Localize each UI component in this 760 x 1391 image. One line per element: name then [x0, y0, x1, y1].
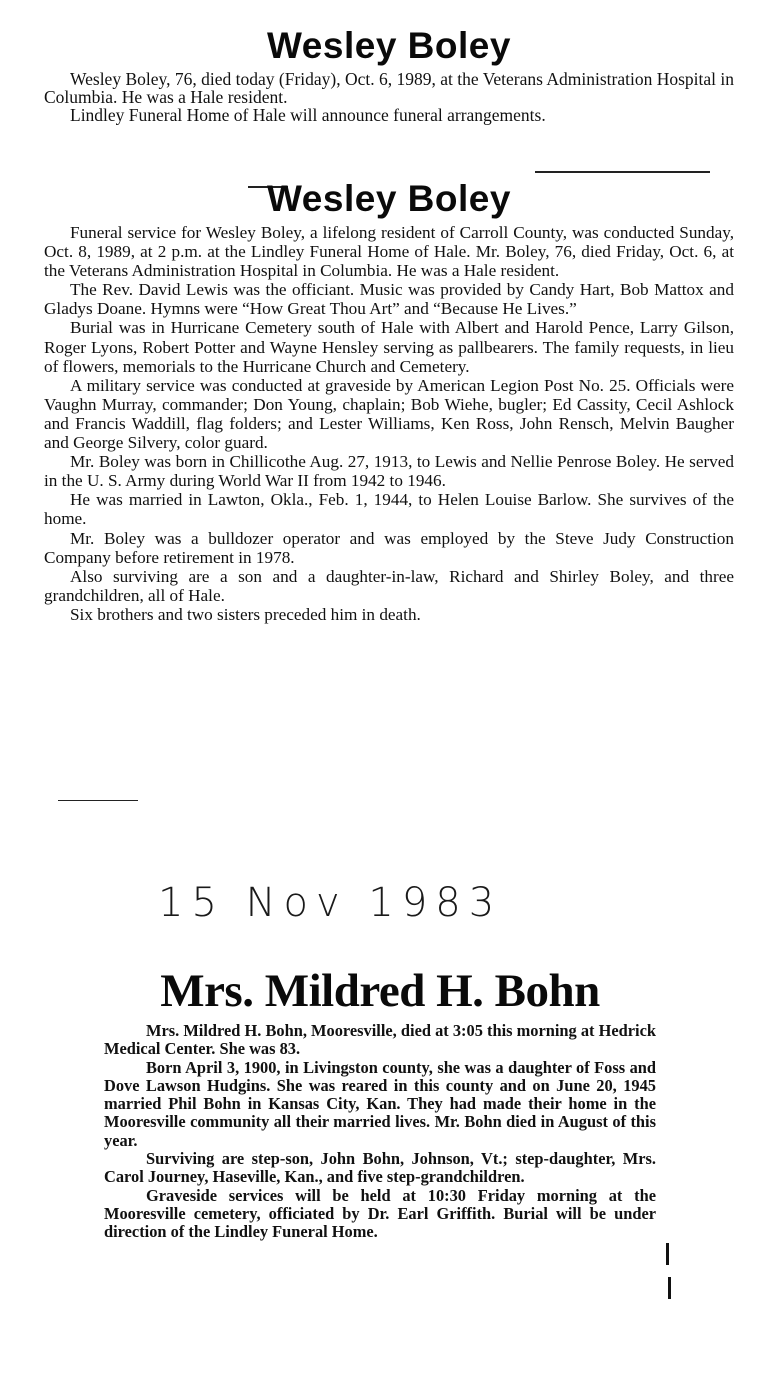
obituary-2-paragraph: Six brothers and two sisters preceded him in death.: [70, 604, 421, 624]
obituary-3-paragraph: Surviving are step-son, John Bohn, Johnson, Vt.; step-daughter, Mrs. Carol Journey, Haseville, Kan., and five step-grandchildren.: [104, 1149, 656, 1187]
obituary-2-paragraph: Mr. Boley was a bulldozer operator and was employed by the Steve Judy Construction Company before retirement in 1978.: [44, 528, 734, 567]
obituary-3-title: Mrs. Mildred H. Bohn: [160, 965, 600, 1017]
obituary-2-paragraph: The Rev. David Lewis was the officiant. Music was provided by Candy Hart, Bob Mattox and Gladys Doane. Hymns were “How Great Thou Art” and “Because He Lives.”: [44, 280, 734, 319]
obituary-1-title: Wesley Boley: [267, 25, 511, 66]
obituary-clipping-3: [104, 960, 656, 1242]
handwritten-date: 15 Nov 1983: [158, 880, 503, 926]
obituary-2-paragraph: A military service was conducted at graveside by American Legion Post No. 25. Officials were Vaughn Murray, commander; Don Young, chaplain; Bob Wiehe, bugler; Ed Cassity, Cecil Ashlock and Francis Waddill, flag folders; and Lester Williams, Ken Ross, John Rensch, Melvin Baugher and George Silvery, color guard.: [44, 375, 734, 453]
obituary-1-paragraph: Wesley Boley, 76, died today (Friday), Oct. 6, 1989, at the Veterans Administration Hospital in Columbia. He was a Hale resident.: [44, 69, 734, 107]
obituary-3-paragraph: Graveside services will be held at 10:30 Friday morning at the Mooresville cemetery, officiated by Dr. Earl Griffith. Burial will be under direction of the Lindley Funeral Home.: [104, 1185, 656, 1242]
obituary-2-paragraph: He was married in Lawton, Okla., Feb. 1, 1944, to Helen Louise Barlow. She survives of the home.: [44, 490, 734, 529]
obituary-2-title: Wesley Boley: [267, 178, 511, 219]
obituary-3-paragraph: Born April 3, 1900, in Livingston county, she was a daughter of Foss and Dove Lawson Hudgins. She was reared in this county and on June 20, 1945 married Phil Bohn in Kansas City, Kan. They had made their home in the Mooresville community all their married lives. Mr. Bohn died in August of this year.: [104, 1057, 656, 1150]
scan-mark: [668, 1277, 671, 1299]
obituary-3-paragraph: Mrs. Mildred H. Bohn, Mooresville, died at 3:05 this morning at Hedrick Medical Center. She was 83.: [104, 1021, 656, 1059]
obituary-clipping-2: [44, 175, 734, 624]
obituary-clipping-1: [44, 22, 734, 124]
obituary-1-paragraph: Lindley Funeral Home of Hale will announce funeral arrangements.: [70, 105, 546, 125]
clipping-divider: [58, 800, 138, 801]
clipping-divider: [535, 171, 710, 173]
obituary-2-paragraph: Also surviving are a son and a daughter-in-law, Richard and Shirley Boley, and three grandchildren, all of Hale.: [44, 566, 734, 605]
scan-mark: [666, 1243, 669, 1265]
obituary-2-paragraph: Burial was in Hurricane Cemetery south of Hale with Albert and Harold Pence, Larry Gilson, Roger Lyons, Robert Potter and Wayne Hensley serving as pallbearers. The family requests, in lieu of flowers, memorials to the Hurricane Church and Cemetery.: [44, 318, 734, 376]
obituary-2-paragraph: Funeral service for Wesley Boley, a lifelong resident of Carroll County, was conducted Sunday, Oct. 8, 1989, at 2 p.m. at the Lindley Funeral Home of Hale. Mr. Boley, 76, died Friday, Oct. 6, at the Veterans Administration Hospital in Columbia. He was a Hale resident.: [44, 223, 734, 281]
obituary-2-paragraph: Mr. Boley was born in Chillicothe Aug. 27, 1913, to Lewis and Nellie Penrose Boley. He served in the U. S. Army during World War II from 1942 to 1946.: [44, 452, 734, 491]
